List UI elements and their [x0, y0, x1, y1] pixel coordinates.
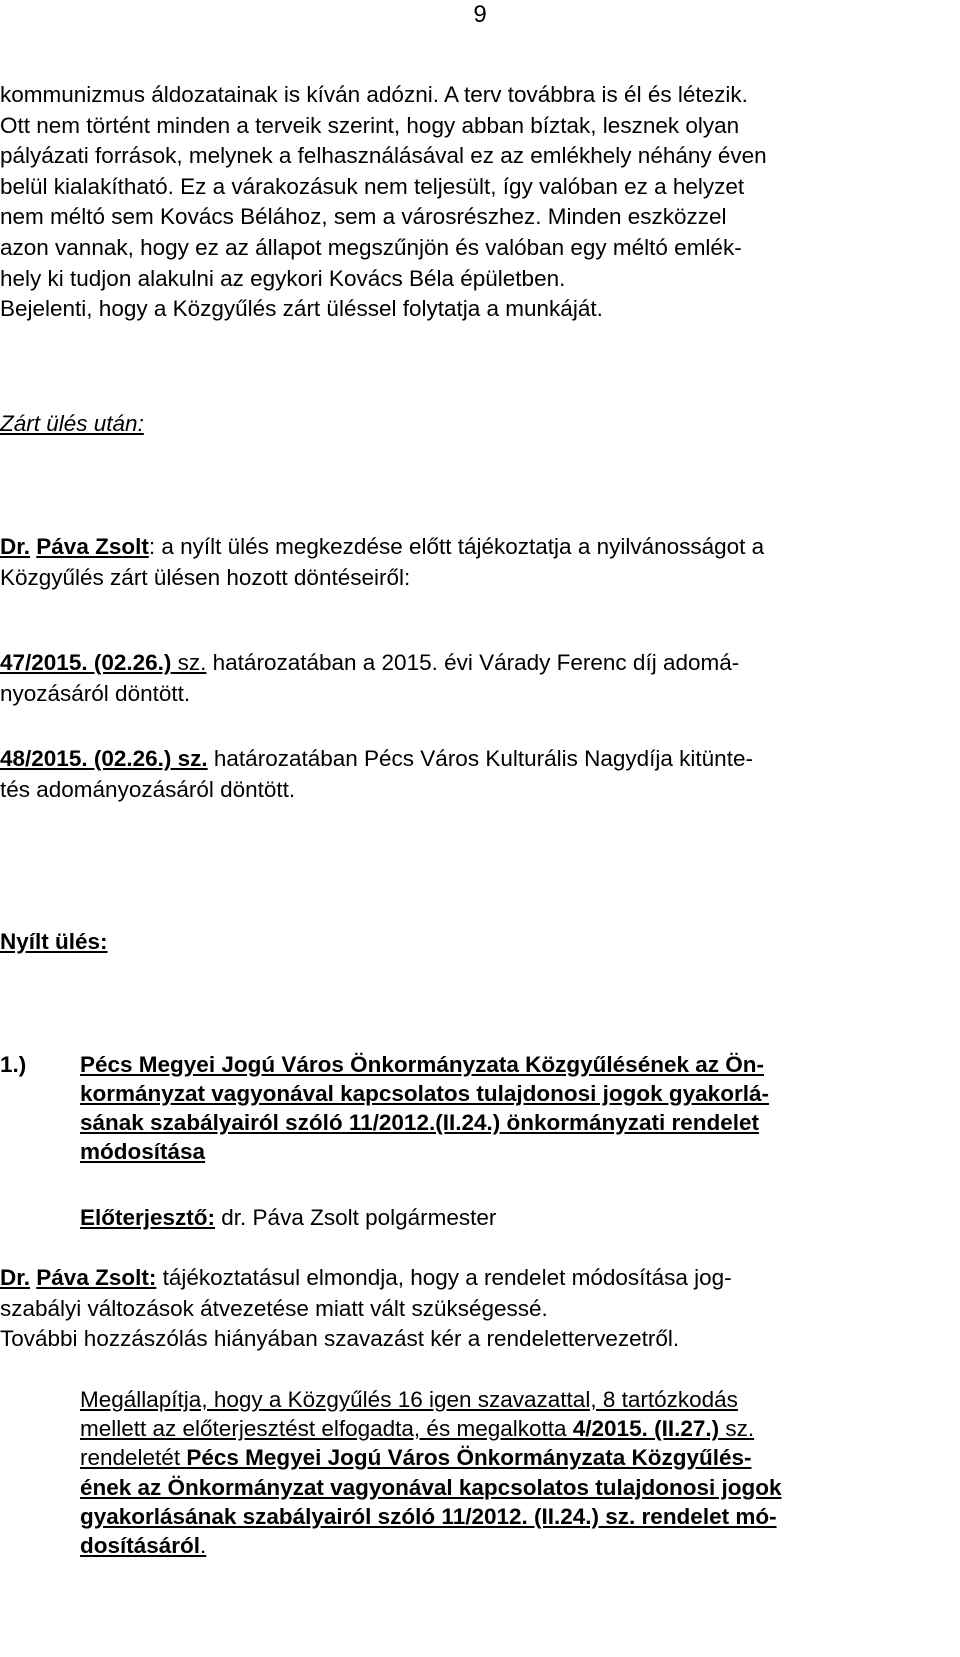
announcement-paragraph — [0, 532, 925, 593]
speaker-name: Páva Zsolt: — [36, 1265, 157, 1290]
speaker-dr: Dr. — [0, 534, 31, 559]
speaker-name: Páva Zsolt — [36, 534, 149, 559]
text-line: pályázati források, melynek a felhasználásával ez az emlékhely néhány éven — [0, 143, 767, 169]
decision-48 — [0, 744, 925, 805]
speaker-dr: Dr. — [0, 1265, 31, 1290]
text-line: tés adományozásáról döntött. — [0, 776, 296, 802]
text-line: módosítása — [80, 1139, 206, 1164]
agenda-item-title — [80, 1050, 925, 1166]
text-line: gyakorlásának szabályairól szóló 11/2012. (II.24.) sz. rendelet mó- — [80, 1503, 777, 1529]
text-line: azon vannak, hogy ez az állapot megszűnjön és valóban egy méltó emlék- — [0, 234, 742, 260]
text-line: Közgyűlés zárt ülésen hozott döntéseiről: — [0, 564, 411, 590]
text-line: sának szabályairól szóló 11/2012.(II.24.) önkormányzati rendelet — [80, 1110, 760, 1135]
text-line: 48/2015. (02.26.) sz. határozatában Pécs Város Kulturális Nagydíja kitünte- — [0, 746, 753, 771]
decision-47 — [0, 648, 925, 709]
text-line: Pécs Megyei Jogú Város Önkormányzata Közgyűlésének az Ön- — [80, 1052, 764, 1077]
text-line: Megállapítja, hogy a Közgyűlés 16 igen szavazattal, 8 tartózkodás — [80, 1387, 738, 1412]
statement-paragraph — [0, 1263, 925, 1355]
text-line: belül kialakítható. Ez a várakozásuk nem teljesült, így valóban ez a helyzet — [0, 173, 745, 199]
text-line: kormányzat vagyonával kapcsolatos tulajdonosi jogok gyakorlá- — [80, 1081, 769, 1106]
text-line: nem méltó sem Kovács Bélához, sem a városrészhez. Minden eszközzel — [0, 204, 727, 230]
decision-ref: 47/2015. (02.26.) — [0, 650, 172, 675]
text-line: Ott nem történt minden a terveik szerint, hogy abban bíztak, lesznek olyan — [0, 112, 740, 138]
resolution-paragraph — [80, 1385, 925, 1560]
agenda-item-number: 1.) — [0, 1052, 27, 1077]
page-number: 9 — [473, 1, 487, 28]
text-line: 47/2015. (02.26.) sz. határozatában a 2015. évi Várady Ferenc díj adomá- — [0, 650, 740, 675]
presenter-label: Előterjesztő: — [80, 1205, 216, 1230]
text-line: Dr. Páva Zsolt: a nyílt ülés megkezdése előtt tájékoztatja a nyilvánosságot a — [0, 534, 765, 559]
text-line: Bejelenti, hogy a Közgyűlés zárt üléssel folytatja a munkáját. — [0, 296, 603, 322]
text-line: szabályi változások átvezetése miatt vált szükségessé. — [0, 1295, 548, 1321]
closed-session-heading: Zárt ülés után: — [0, 411, 144, 436]
text-line: Dr. Páva Zsolt: tájékoztatásul elmondja, hogy a rendelet módosítása jog- — [0, 1265, 732, 1290]
text-line: További hozzászólás hiányában szavazást kér a rendelettervezetről. — [0, 1326, 680, 1352]
regulation-ref: 4/2015. (II.27.) — [572, 1416, 720, 1442]
text-line: hely ki tudjon alakulni az egykori Kovács Béla épületben. — [0, 265, 566, 291]
text-line: ének az Önkormányzat vagyonával kapcsolatos tulajdonosi jogok — [80, 1474, 782, 1500]
presenter-line — [80, 1203, 925, 1234]
decision-ref: 48/2015. (02.26.) sz. — [0, 746, 208, 771]
text-line: mellett az előterjesztést elfogadta, és megalkotta 4/2015. (II.27.) sz. — [80, 1416, 755, 1442]
text-line: nyozásáról döntött. — [0, 680, 191, 706]
open-session-heading: Nyílt ülés: — [0, 929, 108, 954]
text-line: rendeletét Pécs Megyei Jogú Város Önkormányzata Közgyűlés- — [80, 1445, 752, 1471]
text-line: dosításáról. — [80, 1533, 207, 1559]
text-line: kommunizmus áldozatainak is kíván adózni. A terv továbbra is él és létezik. — [0, 82, 748, 107]
paragraph-intro — [0, 80, 925, 325]
presenter-name: dr. Páva Zsolt polgármester — [215, 1205, 497, 1230]
